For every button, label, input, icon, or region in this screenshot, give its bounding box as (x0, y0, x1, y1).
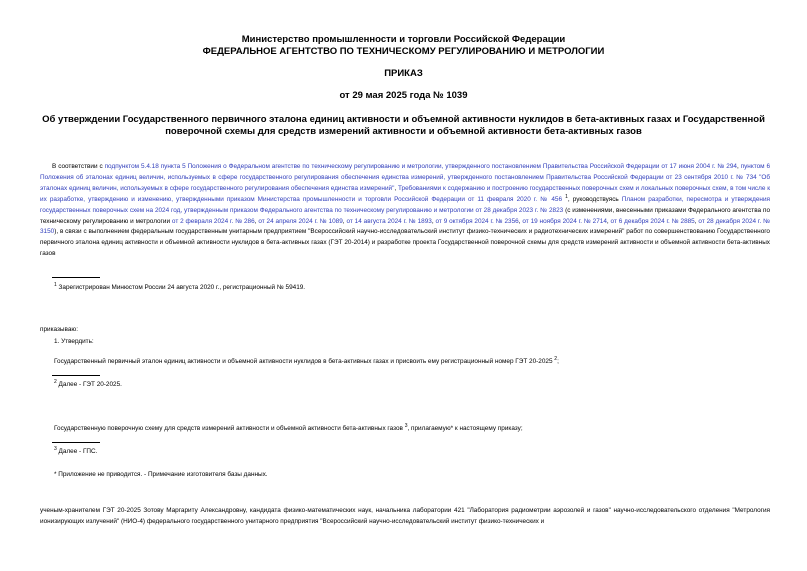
preamble-text: ), в связи с выполнением федеральным государственным унитарным предприятием "Всероссийский научно-исследовательский институт физико-технических и радиотехнических измерений" работ по совершенствованию Государственного первичного эталона единиц активности и объемной активности нуклидов в бета-активных газах (ГЭТ 20-2014) и разработке проекта Государственной поверочной схемы для средств измерений активности и объемной активности бета-активных газов (40, 228, 770, 258)
preamble-text: , (431, 217, 436, 225)
preamble-text: В соответствии с (52, 163, 105, 170)
footnote-mark: 2 (54, 378, 57, 385)
footnote-text: Далее - ГЭТ 20-2025. (56, 381, 122, 388)
footnote-2 (54, 380, 122, 389)
footnote-mark[interactable]: 2 (554, 355, 558, 362)
item-text: , прилагаемую* к настоящему приказу; (407, 425, 523, 432)
preamble-text: , (518, 217, 523, 225)
preamble-text: , (694, 217, 699, 225)
order-date: от 29 мая 2025 года № 1039 (339, 90, 468, 101)
preamble-text: , (606, 217, 611, 225)
item-3-text: ученым-хранителем ГЭТ 20-2025 Зотову Маргариту Александровну, кандидата физико-математических наук, начальника лаборатории 421 "Лаборатория радиометрии аэрозолей и газов" научно-исследовательского отделения "Метрология ионизирующих излучений" (НИО-4) федерального государственного унитарного предприятия "Всероссийский научно-исследовательский институт физико-технических и (40, 507, 770, 525)
link-regulation-item[interactable]: подпунктом 5.4.18 пункта 5 Положения о Федеральном агентстве по техническому регулированию и метрологии, утвержденного постановлением Правительства Российской Федерации от 17 июня 2004 г. № 294 (104, 163, 737, 170)
editor-note: * Приложение не приводится. - Примечание изготовителя базы данных. (54, 471, 268, 478)
link-amendment[interactable]: от 24 апреля 2024 г. № 1089 (258, 217, 343, 225)
link-amendment[interactable]: от 19 ноября 2024 г. № 2714 (522, 217, 607, 225)
footnote-mark: 3 (54, 445, 57, 452)
footnote-divider (52, 375, 100, 376)
item-text: ; (557, 358, 559, 365)
item-text: Государственный первичный эталон единиц активности и объемной активности нуклидов в бета-активных газах и присвоить ему регистрационный номер ГЭТ 20-2025 (54, 358, 553, 365)
footnote-divider (52, 277, 100, 278)
footnote-text: Далее - ГПС. (56, 448, 98, 455)
ministry-name: Министерство промышленности и торговли Российской Федерации (241, 34, 566, 45)
item-1-text (54, 357, 559, 366)
footnote-mark[interactable]: 1 (565, 193, 568, 200)
link-amendment[interactable]: от 9 октября 2024 г. № 2356 (435, 217, 519, 225)
document-title: Об утверждении Государственного первичного эталона единиц активности и объемной активности нуклидов в бета-активных газах и Государственной поверочной схемы для средств измерений активности и объемной активности бета-активных газов (42, 114, 765, 137)
link-amendment[interactable]: от 6 декабря 2024 г. № 2885 (610, 217, 695, 225)
item-1: 1. Утвердить: (54, 338, 94, 345)
preamble-text: , (394, 184, 398, 192)
preamble-text: , руководствуясь (567, 195, 622, 203)
preamble-paragraph (40, 162, 770, 260)
item-text: Государственную поверочную схему для средств измерений активности и объемной активности бета-активных газов (54, 425, 403, 432)
footnote-text: Зарегистрирован Минюстом России 24 августа 2020 г., регистрационный № 59419. (56, 284, 306, 291)
link-amendment[interactable]: от 28 декабря 2024 г. № 3150 (40, 217, 770, 236)
item-2-text (54, 424, 523, 433)
preamble-text: , (254, 217, 259, 225)
prikazyvayu: приказываю: (40, 326, 78, 333)
footnote-divider (52, 442, 100, 443)
preamble-text: (с изменениями, внесенными приказами Федерального агентства по техническому регулированию и метрологии (40, 206, 770, 225)
footnote-mark: 1 (54, 281, 57, 288)
link-amendment[interactable]: от 2 февраля 2024 г. № 286 (171, 217, 255, 225)
link-standards-regulation[interactable]: пунктом 6 Положения об эталонах единиц величин, используемых в сфере государственного регулирования обеспечения единства измерений, утвержденного постановлением Правительства Российской Федерации от 23 сентября 2010 г. № 734 "Об эталонах единиц величин, используемых в сфере государственного регулирования обеспечения единства измерений" (40, 163, 770, 192)
link-requirements[interactable]: Требованиями к содержанию и построению государственных поверочных схем и локальных поверочных схем, в том числе к их разработке, утверждению и изменению, утвержденными приказом Министерства промышленности и торговли Российской Федерации от 11 февраля 2020 г. № 456 (40, 184, 770, 203)
preamble-text: , (342, 217, 347, 225)
preamble-text: , (736, 163, 741, 170)
link-plan[interactable]: Планом разработки, пересмотра и утверждения государственных поверочных схем на 2024 год, утвержденным приказом Федерального агентства по техническому регулированию и метрологии от 28 декабря 2023 г. № 2823 (40, 195, 770, 214)
agency-name: ФЕДЕРАЛЬНОЕ АГЕНТСТВО ПО ТЕХНИЧЕСКОМУ РЕГУЛИРОВАНИЮ И МЕТРОЛОГИИ (202, 46, 605, 57)
order-label: ПРИКАЗ (384, 68, 423, 79)
footnote-1 (54, 283, 305, 292)
link-amendment[interactable]: от 14 августа 2024 г. № 1893 (346, 217, 432, 225)
footnote-3 (54, 447, 97, 456)
footnote-mark[interactable]: 3 (404, 422, 408, 429)
